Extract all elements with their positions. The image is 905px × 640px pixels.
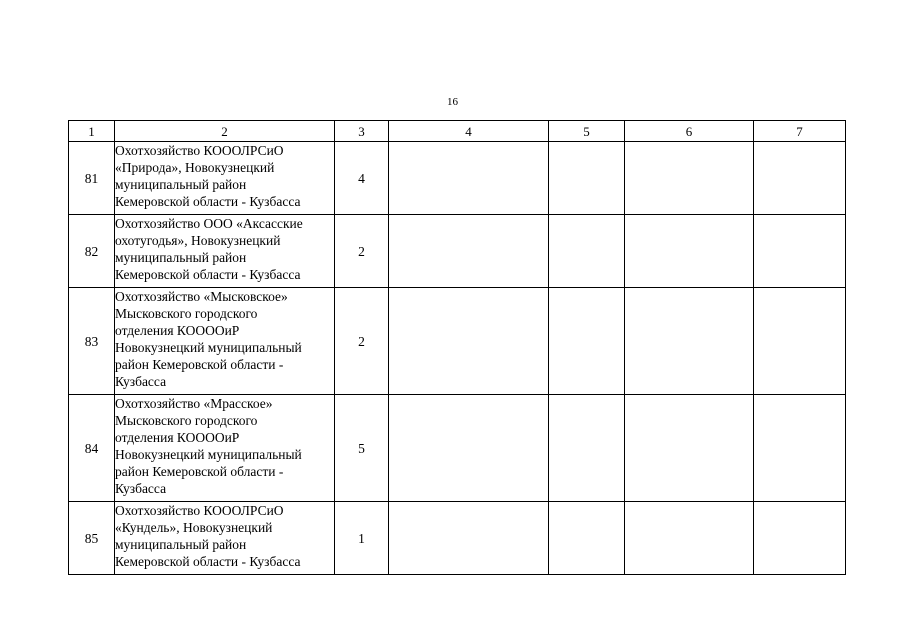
name-line: Новокузнецкий муниципальный bbox=[115, 447, 302, 462]
empty-cell-7 bbox=[754, 395, 846, 502]
column-header-6: 6 bbox=[625, 121, 754, 142]
name-line: Охотхозяйство «Мрасское» bbox=[115, 396, 273, 411]
empty-cell-6 bbox=[625, 215, 754, 288]
name-line: Кемеровской области - Кузбасса bbox=[115, 267, 301, 282]
empty-cell-7 bbox=[754, 142, 846, 215]
name-line: Охотхозяйство КОООЛРСиО bbox=[115, 143, 284, 158]
empty-cell-7 bbox=[754, 215, 846, 288]
row-number: 85 bbox=[69, 502, 115, 575]
column-header-7: 7 bbox=[754, 121, 846, 142]
name-line: Кузбасса bbox=[115, 481, 167, 496]
quantity-cell: 4 bbox=[335, 142, 389, 215]
name-line: Охотхозяйство КОООЛРСиО bbox=[115, 503, 284, 518]
name-line: муниципальный район bbox=[115, 177, 247, 192]
empty-cell-4 bbox=[389, 215, 549, 288]
table-row bbox=[69, 288, 846, 395]
name-line: «Кундель», Новокузнецкий bbox=[115, 520, 273, 535]
row-number: 82 bbox=[69, 215, 115, 288]
name-line: отделения КООООиР bbox=[115, 430, 240, 445]
name-line: район Кемеровской области - bbox=[115, 357, 284, 372]
name-line: Новокузнецкий муниципальный bbox=[115, 340, 302, 355]
table-header-row bbox=[69, 121, 846, 142]
empty-cell-4 bbox=[389, 502, 549, 575]
table-row bbox=[69, 395, 846, 502]
quantity-cell: 2 bbox=[335, 215, 389, 288]
quantity-cell: 1 bbox=[335, 502, 389, 575]
empty-cell-4 bbox=[389, 288, 549, 395]
empty-cell-7 bbox=[754, 288, 846, 395]
column-header-5: 5 bbox=[549, 121, 625, 142]
table-row bbox=[69, 142, 846, 215]
empty-cell-5 bbox=[549, 215, 625, 288]
name-line: «Природа», Новокузнецкий bbox=[115, 160, 275, 175]
hunting-farm-name bbox=[115, 288, 335, 395]
empty-cell-6 bbox=[625, 288, 754, 395]
empty-cell-6 bbox=[625, 502, 754, 575]
name-line: охотугодья», Новокузнецкий bbox=[115, 233, 281, 248]
name-line: муниципальный район bbox=[115, 250, 247, 265]
name-line: Мысковского городского bbox=[115, 413, 258, 428]
name-line: Кемеровской области - Кузбасса bbox=[115, 554, 301, 569]
name-line: отделения КООООиР bbox=[115, 323, 240, 338]
page-number: 16 bbox=[447, 96, 458, 108]
name-line: Кузбасса bbox=[115, 374, 167, 389]
column-header-1: 1 bbox=[69, 121, 115, 142]
empty-cell-4 bbox=[389, 142, 549, 215]
empty-cell-5 bbox=[549, 395, 625, 502]
empty-cell-5 bbox=[549, 502, 625, 575]
row-number: 83 bbox=[69, 288, 115, 395]
empty-cell-4 bbox=[389, 395, 549, 502]
column-header-4: 4 bbox=[389, 121, 549, 142]
empty-cell-6 bbox=[625, 395, 754, 502]
name-line: район Кемеровской области - bbox=[115, 464, 284, 479]
name-line: Мысковского городского bbox=[115, 306, 258, 321]
hunting-farm-name bbox=[115, 142, 335, 215]
empty-cell-5 bbox=[549, 288, 625, 395]
empty-cell-5 bbox=[549, 142, 625, 215]
quantity-cell: 2 bbox=[335, 288, 389, 395]
column-header-3: 3 bbox=[335, 121, 389, 142]
hunting-farm-name bbox=[115, 395, 335, 502]
table-row bbox=[69, 215, 846, 288]
row-number: 84 bbox=[69, 395, 115, 502]
hunting-farm-name bbox=[115, 215, 335, 288]
name-line: Кемеровской области - Кузбасса bbox=[115, 194, 301, 209]
row-number: 81 bbox=[69, 142, 115, 215]
name-line: Охотхозяйство ООО «Аксасские bbox=[115, 216, 303, 231]
name-line: муниципальный район bbox=[115, 537, 247, 552]
table-row bbox=[69, 502, 846, 575]
column-header-2: 2 bbox=[115, 121, 335, 142]
empty-cell-6 bbox=[625, 142, 754, 215]
empty-cell-7 bbox=[754, 502, 846, 575]
name-line: Охотхозяйство «Мысковское» bbox=[115, 289, 288, 304]
hunting-farm-name bbox=[115, 502, 335, 575]
quantity-cell: 5 bbox=[335, 395, 389, 502]
data-table bbox=[68, 120, 846, 575]
